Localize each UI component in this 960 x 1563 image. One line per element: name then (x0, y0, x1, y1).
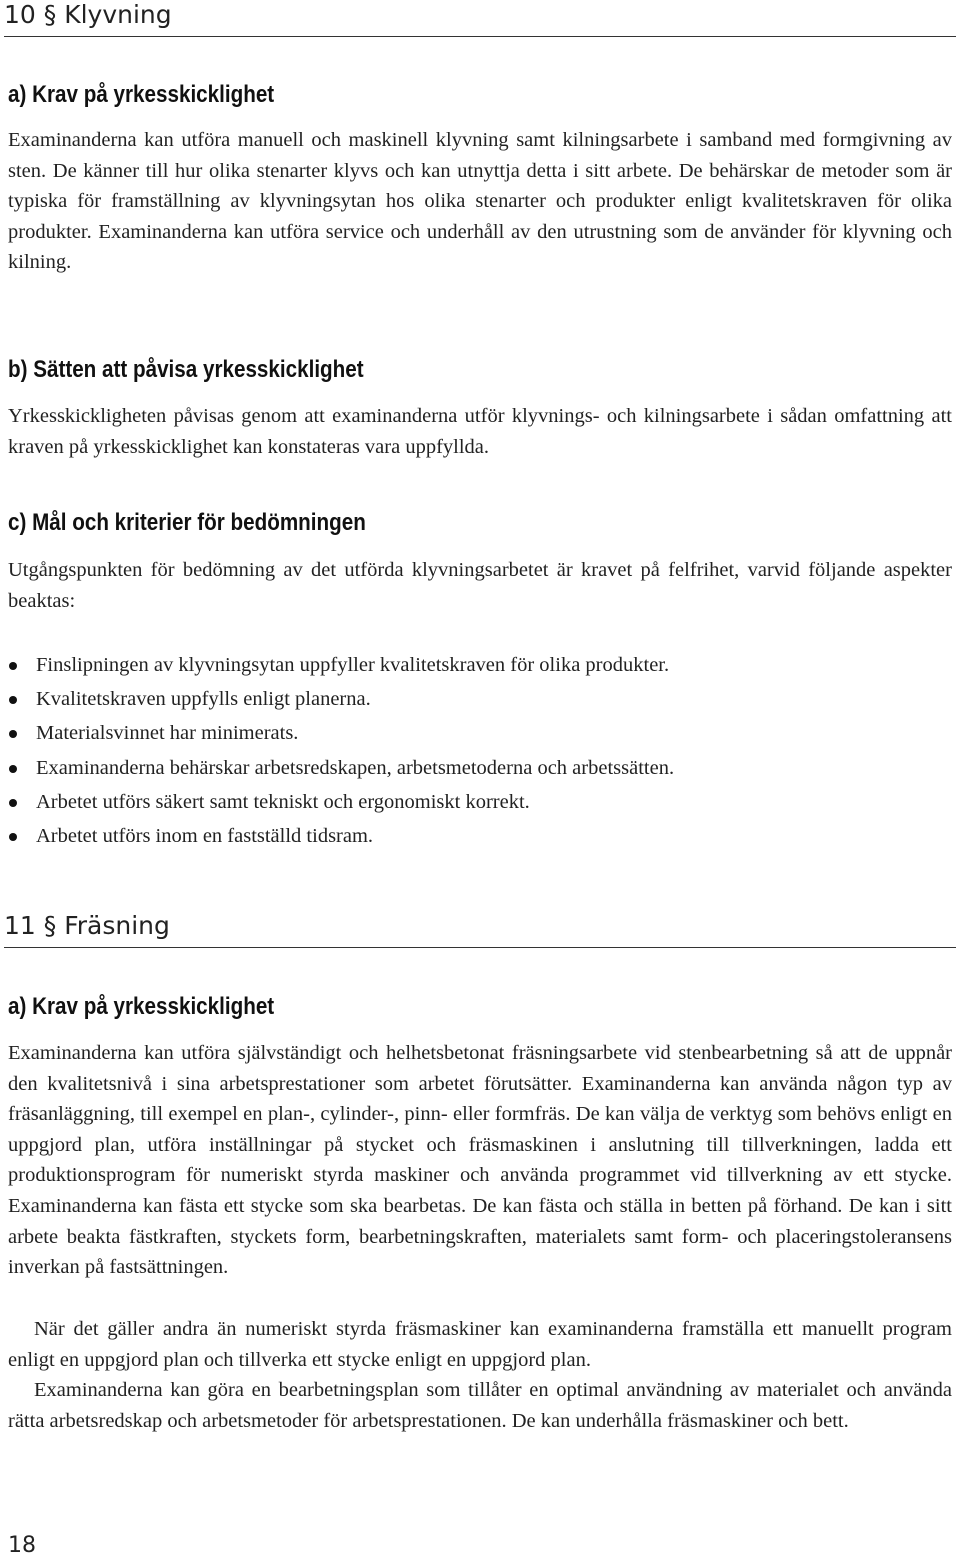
section-11-title: 11 § Fräsning (4, 911, 956, 948)
section-11-a-paragraph-3: Examinanderna kan göra en bearbetningsplan som tillåter en optimal användning av materialet och använda rätta arbetsredskap och arbetsmetoder för arbetsprestationen. De kan underhålla fräsmaskiner och bett. (8, 1379, 952, 1432)
list-item: Finslipningen av klyvningsytan uppfyller kvalitetskraven för olika produkter. (8, 648, 952, 682)
page-number: 18 (8, 1533, 36, 1558)
section-10-a-paragraph: Examinanderna kan utföra manuell och maskinell klyvning samt kilningsarbete i samband med formgivning av sten. De känner till hur olika stenarter klyvs och kan utnyttja detta i sitt arbete. De behärskar de metoder som är typiska för framställning av klyvningsytan hos olika stenarter och produkter enligt kvalitetskraven för olika produkter. Examinanderna kan utföra service och underhåll av den utrustning som de använder för klyvning och kilning. (8, 129, 952, 274)
section-10-b-paragraph: Yrkesskickligheten påvisas genom att examinanderna utför klyvnings- och kilningsarbete i sådan omfattning att kraven på yrkesskicklighet kan konstateras vara uppfyllda. (8, 405, 952, 458)
list-item: Arbetet utförs säkert samt tekniskt och ergonomiskt korrekt. (8, 785, 952, 819)
section-11-a-heading: a) Krav på yrkesskicklighet (8, 993, 275, 1020)
section-10-title: 10 § Klyvning (4, 0, 956, 37)
section-10-a-heading: a) Krav på yrkesskicklighet (8, 81, 275, 108)
section-10-c-paragraph: Utgångspunkten för bedömning av det utförda klyvningsarbetet är kravet på felfrihet, varvid följande aspekter beaktas: (8, 559, 952, 612)
criteria-list (8, 648, 952, 853)
list-item: Examinanderna behärskar arbetsredskapen, arbetsmetoderna och arbetssätten. (8, 751, 952, 785)
list-item: Arbetet utförs inom en fastställd tidsram. (8, 819, 952, 853)
section-10-c-heading: c) Mål och kriterier för bedömningen (8, 509, 366, 536)
section-11-a-paragraph-2: När det gäller andra än numeriskt styrda fräsmaskiner kan examinanderna framställa ett manuellt program enligt en uppgjord plan och tillverka ett stycke enligt en uppgjord plan. (8, 1318, 952, 1371)
list-item: Kvalitetskraven uppfylls enligt planerna. (8, 682, 952, 716)
list-item: Materialsvinnet har minimerats. (8, 716, 952, 750)
section-11-a-paragraph-1: Examinanderna kan utföra självständigt och helhetsbetonat fräsningsarbete vid stenbearbetning så att de uppnår den kvalitetsnivå i sina arbetsprestationer som arbetet förutsätter. Examinanderna kan använda någon typ av fräsanläggning, till exempel en plan-, cylinder-, pinn- eller formfräs. De kan välja de verktyg som behövs enligt en uppgjord plan, utföra inställningar på stycket och fräsmaskinen i anslutning till tillverkningen, ladda ett produktionsprogram för numeriskt styrda maskiner och använda programmet vid tillverkning av ett stycke. Examinanderna kan fästa ett stycke som ska bearbetas. De kan fästa och ställa in betten på förhand. De kan i sitt arbete beakta fästkraften, styckets form, bearbetningskraften, materialets samt form- och placeringstoleransens inverkan på fastsättningen. (8, 1042, 952, 1279)
section-10-b-heading: b) Sätten att påvisa yrkesskicklighet (8, 356, 364, 383)
